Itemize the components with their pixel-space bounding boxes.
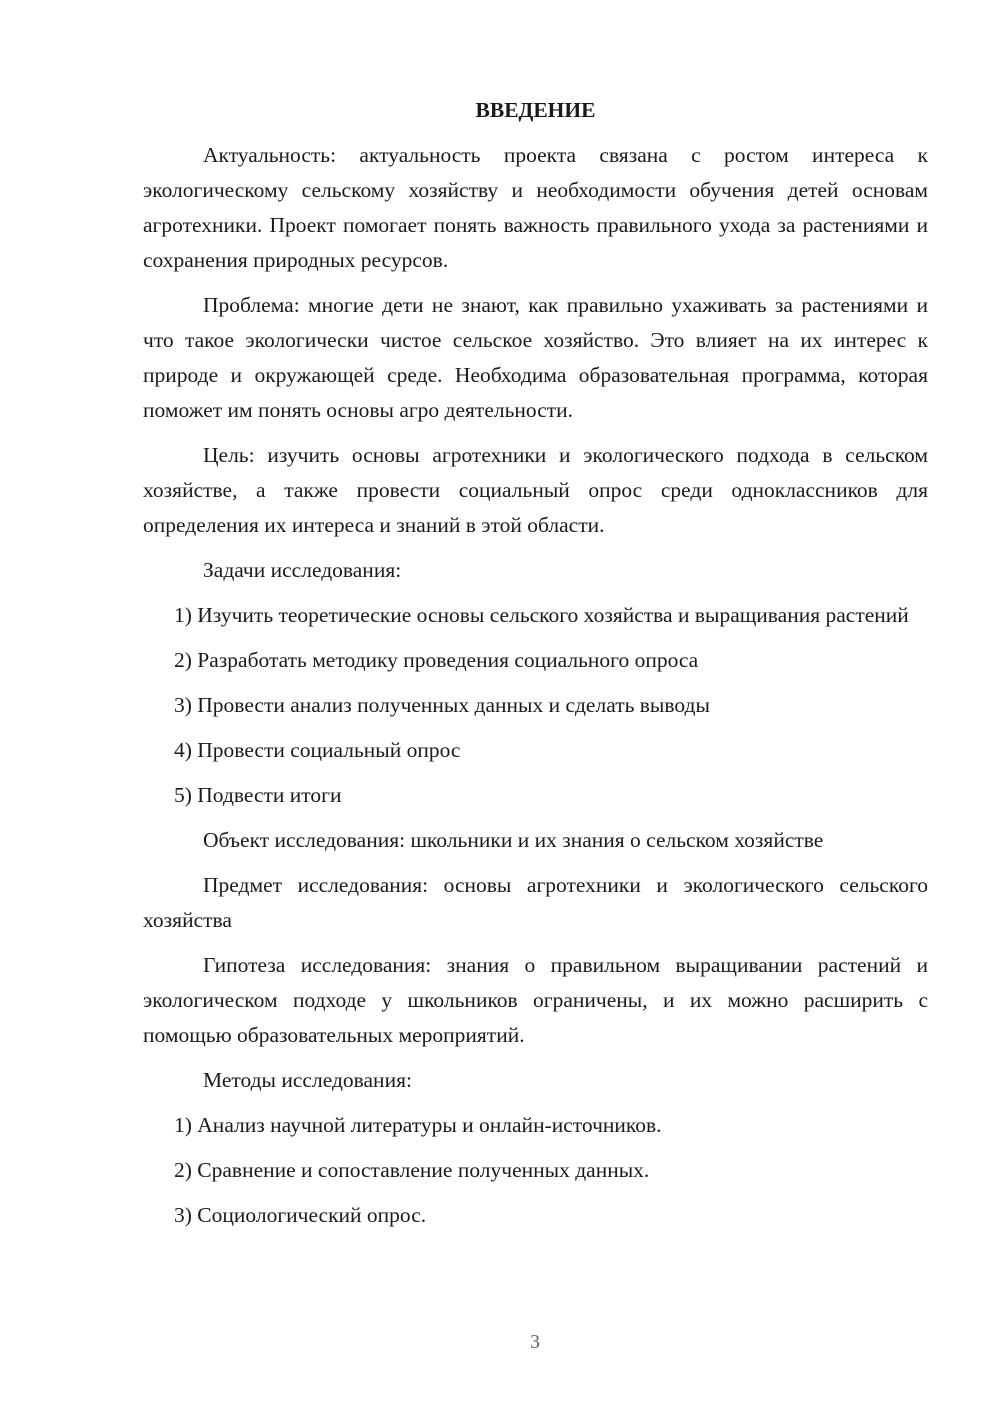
- subject-paragraph: Предмет исследования: основы агротехники и экологического сельского хозяйства: [143, 873, 928, 932]
- task-item-3: 3) Провести анализ полученных данных и сделать выводы: [174, 693, 710, 717]
- hypothesis-paragraph: Гипотеза исследования: знания о правильном выращивании растений и экологическом подходе у школьников ограничены, и их можно расширить с помощью образовательных мероприятий.: [143, 953, 928, 1047]
- object-paragraph: Объект исследования: школьники и их знания о сельском хозяйстве: [203, 828, 824, 852]
- method-item-3: 3) Социологический опрос.: [174, 1203, 427, 1227]
- problem-paragraph: Проблема: многие дети не знают, как правильно ухаживать за растениями и что такое экологически чистое сельское хозяйство. Это влияет на их интерес к природе и окружающей среде. Необходима образовательная программа, которая поможет им понять основы агро деятельности.: [143, 293, 928, 422]
- task-item-4: 4) Провести социальный опрос: [174, 738, 461, 762]
- method-item-2: 2) Сравнение и сопоставление полученных данных.: [174, 1158, 650, 1182]
- page-number: 3: [530, 1331, 540, 1353]
- relevance-paragraph: Актуальность: актуальность проекта связана с ростом интереса к экологическому сельскому хозяйству и необходимости обучения детей основам агротехники. Проект помогает понять важность правильного ухода за растениями и сохранения природных ресурсов.: [143, 143, 928, 272]
- methods-heading: Методы исследования:: [203, 1068, 412, 1092]
- goal-paragraph: Цель: изучить основы агротехники и экологического подхода в сельском хозяйстве, а также провести социальный опрос среди одноклассников для определения их интереса и знаний в этой области.: [143, 443, 928, 537]
- task-item-5: 5) Подвести итоги: [174, 783, 342, 807]
- document-page: [143, 93, 928, 1243]
- task-item-1: 1) Изучить теоретические основы сельского хозяйства и выращивания растений: [174, 603, 909, 627]
- tasks-heading: Задачи исследования:: [203, 558, 402, 582]
- task-item-2: 2) Разработать методику проведения социального опроса: [174, 648, 699, 672]
- page-title: ВВЕДЕНИЕ: [475, 98, 596, 122]
- method-item-1: 1) Анализ научной литературы и онлайн-источников.: [174, 1113, 662, 1137]
